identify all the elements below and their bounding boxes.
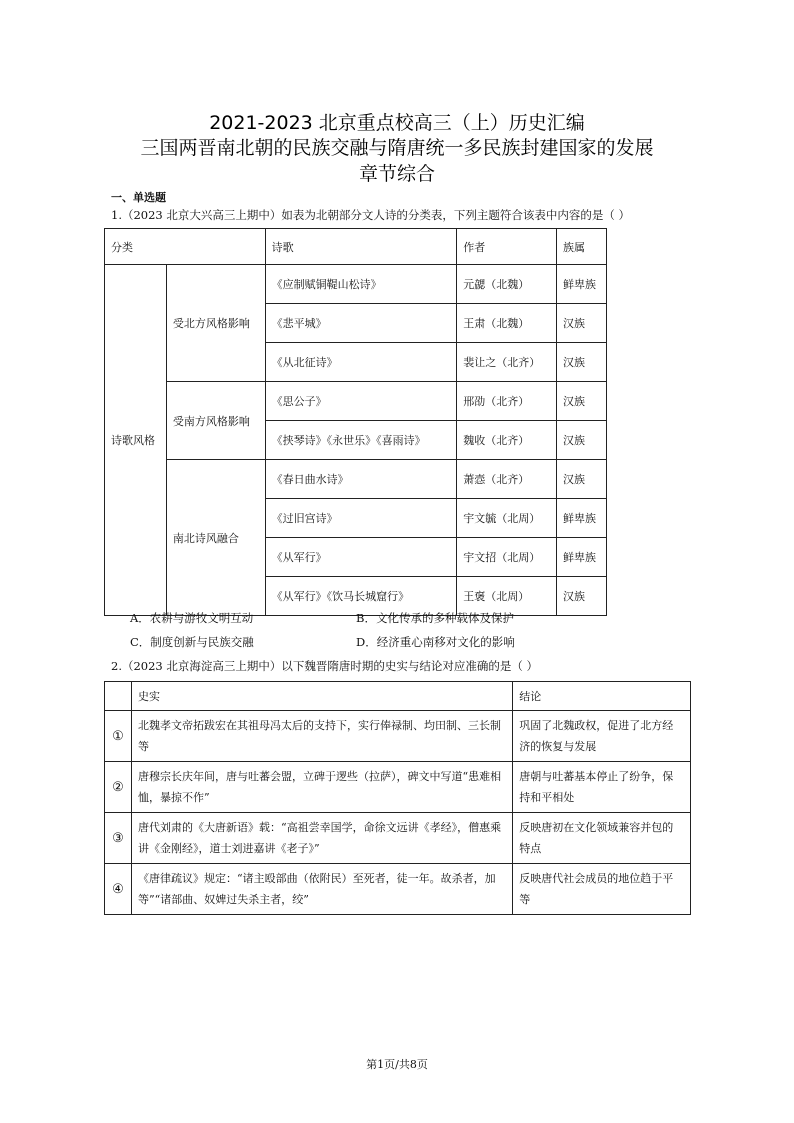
conclusion-cell: 唐朝与吐蕃基本停止了纷争，保持和平相处: [513, 762, 691, 813]
ethnicity-cell: 汉族: [557, 382, 607, 421]
table-header-cell: 结论: [513, 682, 691, 711]
group-cell: 受南方风格影响: [166, 382, 265, 460]
author-cell: 邢劭（北齐）: [457, 382, 557, 421]
option-c[interactable]: C．制度创新与民族交融: [130, 635, 254, 649]
row-number: ①: [105, 711, 132, 762]
ethnicity-cell: 鲜卑族: [557, 538, 607, 577]
ethnicity-cell: 鲜卑族: [557, 265, 607, 304]
table-header-cell: 作者: [457, 229, 557, 265]
conclusion-cell: 巩固了北魏政权，促进了北方经济的恢复与发展: [513, 711, 691, 762]
option-b[interactable]: B．文化传承的多种载体及保护: [356, 611, 514, 625]
category-cell: 诗歌风格: [105, 265, 167, 616]
conclusion-cell: 反映唐代社会成员的地位趋于平等: [513, 864, 691, 915]
section-heading: 一、单选题: [111, 191, 166, 204]
poem-cell: 《应制赋铜鞮山松诗》: [265, 265, 457, 304]
ethnicity-cell: 汉族: [557, 421, 607, 460]
ethnicity-cell: 鲜卑族: [557, 499, 607, 538]
row-number: ②: [105, 762, 132, 813]
fact-cell: 唐代刘肃的《大唐新语》载：“高祖尝幸国学，命徐文远讲《孝经》，僧惠乘讲《金刚经》，道士刘进嘉讲《老子》”: [131, 813, 512, 864]
history-facts-table: [104, 681, 691, 915]
table-row: [105, 864, 691, 915]
row-number: ③: [105, 813, 132, 864]
table-row: [105, 762, 691, 813]
question-2-stem: 2.（2023 北京海淀高三上期中）以下魏晋隋唐时期的史实与结论对应准确的是（ ）: [111, 659, 539, 673]
poem-cell: 《挟琴诗》《永世乐》《喜雨诗》: [265, 421, 457, 460]
author-cell: 萧悫（北齐）: [457, 460, 557, 499]
poem-cell: 《过旧宫诗》: [265, 499, 457, 538]
page-footer: 第1页/共8页: [366, 1058, 428, 1071]
author-cell: 王褒（北周）: [457, 577, 557, 616]
table-header-cell: 诗歌: [265, 229, 457, 265]
row-number: ④: [105, 864, 132, 915]
table-row: [105, 265, 607, 304]
author-cell: 王肃（北魏）: [457, 304, 557, 343]
poem-cell: 《悲平城》: [265, 304, 457, 343]
conclusion-cell: 反映唐初在文化领域兼容并包的特点: [513, 813, 691, 864]
fact-cell: 北魏孝文帝拓跋宏在其祖母冯太后的支持下，实行俸禄制、均田制、三长制等: [131, 711, 512, 762]
table-header-cell: 族属: [557, 229, 607, 265]
poem-cell: 《思公子》: [265, 382, 457, 421]
table-row: [105, 813, 691, 864]
table-header-cell: [105, 682, 132, 711]
option-a[interactable]: A．农耕与游牧文明互动: [130, 611, 254, 625]
poem-cell: 《从军行》: [265, 538, 457, 577]
table-row: [105, 460, 607, 499]
table-row: [105, 382, 607, 421]
author-cell: 宇文招（北周）: [457, 538, 557, 577]
ethnicity-cell: 汉族: [557, 460, 607, 499]
poem-classification-table: [104, 228, 607, 616]
author-cell: 魏收（北齐）: [457, 421, 557, 460]
poem-cell: 《从北征诗》: [265, 343, 457, 382]
author-cell: 裴让之（北齐）: [457, 343, 557, 382]
doc-title-line3: 章节综合: [358, 163, 435, 185]
doc-title-line1: 2021-2023 北京重点校高三（上）历史汇编: [209, 112, 585, 134]
table-header-cell: 史实: [131, 682, 512, 711]
group-cell: 南北诗风融合: [166, 460, 265, 616]
fact-cell: 唐穆宗长庆年间，唐与吐蕃会盟，立碑于逻些（拉萨），碑文中写道“患难相恤，暴掠不作”: [131, 762, 512, 813]
table-header-cell: 分类: [105, 229, 266, 265]
author-cell: 宇文毓（北周）: [457, 499, 557, 538]
option-d[interactable]: D．经济重心南移对文化的影响: [356, 635, 515, 649]
group-cell: 受北方风格影响: [166, 265, 265, 382]
ethnicity-cell: 汉族: [557, 304, 607, 343]
table-row: [105, 711, 691, 762]
fact-cell: 《唐律疏议》规定：“诸主殴部曲（依附民）至死者，徒一年。故杀者，加等”“诸部曲、奴婢过失杀主者，绞”: [131, 864, 512, 915]
doc-title-line2: 三国两晋南北朝的民族交融与隋唐统一多民族封建国家的发展: [140, 137, 654, 159]
ethnicity-cell: 汉族: [557, 343, 607, 382]
author-cell: 元勰（北魏）: [457, 265, 557, 304]
poem-cell: 《春日曲水诗》: [265, 460, 457, 499]
ethnicity-cell: 汉族: [557, 577, 607, 616]
question-1-stem: 1.（2023 北京大兴高三上期中）如表为北朝部分文人诗的分类表，下列主题符合该表中内容的是（ ）: [111, 208, 631, 222]
poem-cell: 《从军行》《饮马长城窟行》: [265, 577, 457, 616]
